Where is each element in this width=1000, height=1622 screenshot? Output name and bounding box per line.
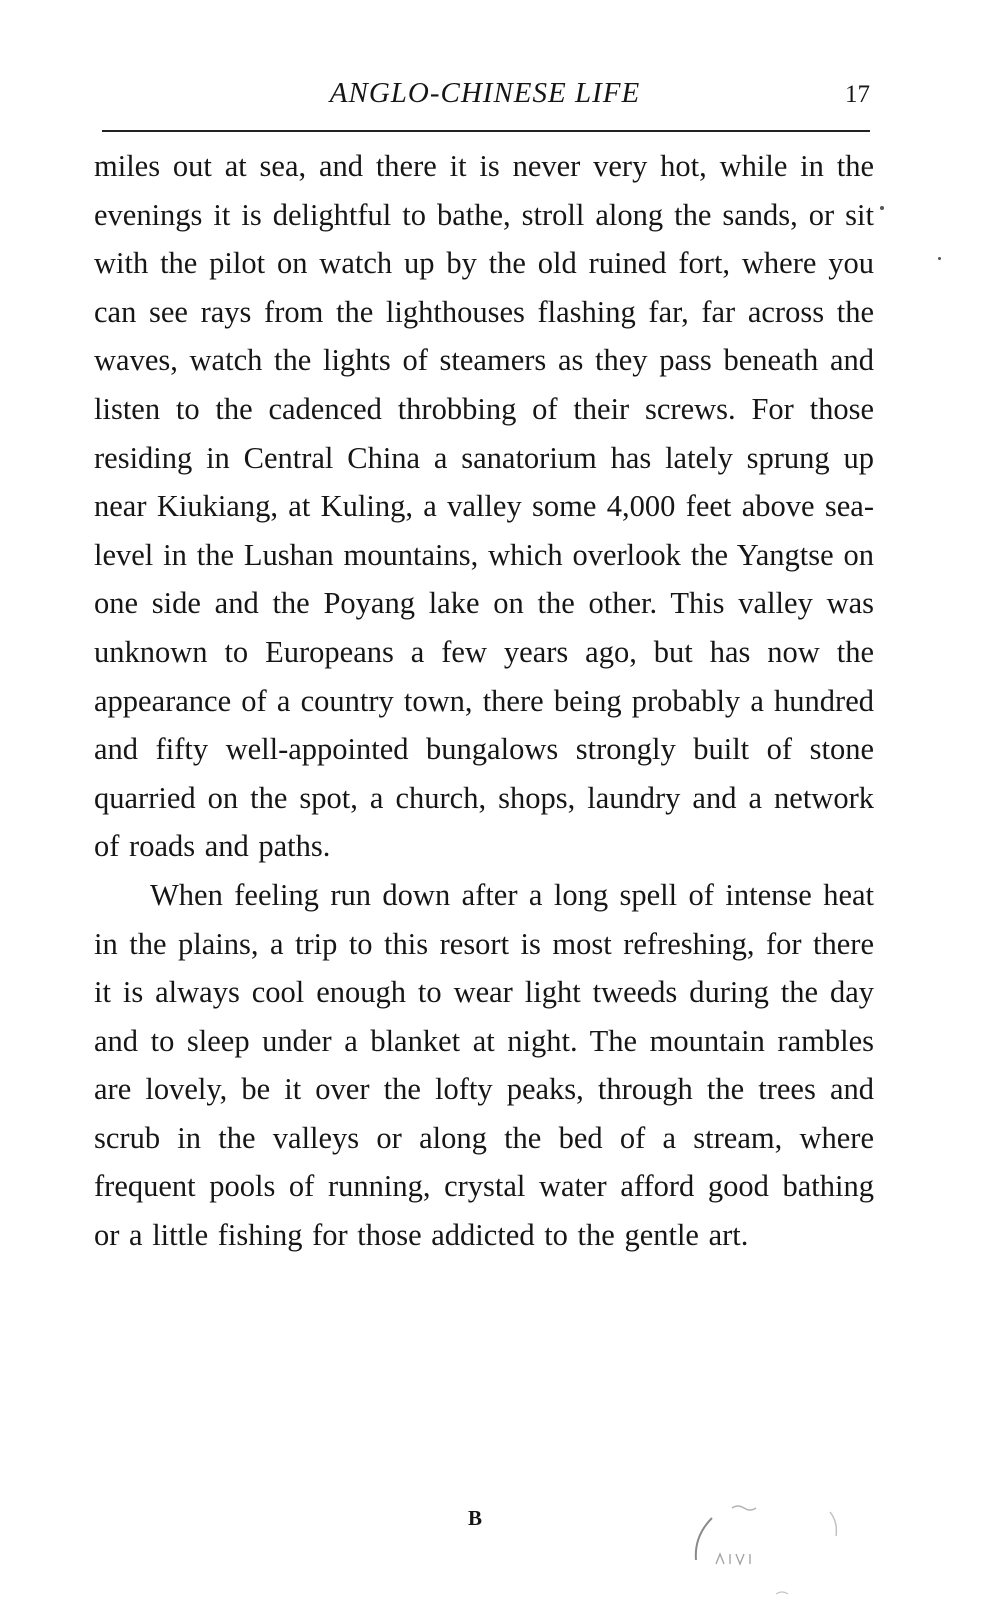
paragraph: miles out at sea, and there it is never very hot, while in the evenings it is delightful to bathe, stroll along the sands, or sit with the pilot on watch up by the old ruined fort, where you can see rays from the lighthouses flashing far, far across the waves, watch the lights of steamers as they pass beneath and listen to the cadenced throbbing of their screws. For those residing in Central China a sanatorium has lately sprung up near Kiukiang, at Kuling, a valley some 4,000 feet above sea-level in the Lushan mountains, which overlook the Yangtse on one side and the Poyang lake on the other. This valley was unknown to Europeans a few years ago, but has now the appearance of a country town, there being probably a hundred and fifty well-appointed bungalows strongly built of stone quarried on the spot, a church, shops, laundry and a network of roads and paths. <box>94 149 874 864</box>
library-stamp-mark <box>680 1490 880 1610</box>
paragraph: When feeling run down after a long spell of intense heat in the plains, a trip to this resort is most refreshing, for there it is always cool enough to wear light tweeds during the day and to sleep under a blanket at night. The mountain rambles are lovely, be it over the lofty peaks, through the trees and scrub in the valleys or along the bed of a stream, where frequent pools of running, crystal water afford good bathing or a little fishing for those addicted to the gentle art. <box>94 877 874 1253</box>
header-rule <box>102 130 870 132</box>
signature-mark: B <box>468 1506 483 1530</box>
running-title: ANGLO-CHINESE LIFE <box>329 77 641 109</box>
margin-speck <box>938 257 941 260</box>
page-number: 17 <box>845 81 870 108</box>
margin-speck <box>880 206 884 210</box>
body-text <box>94 142 874 1260</box>
running-head <box>100 77 870 117</box>
